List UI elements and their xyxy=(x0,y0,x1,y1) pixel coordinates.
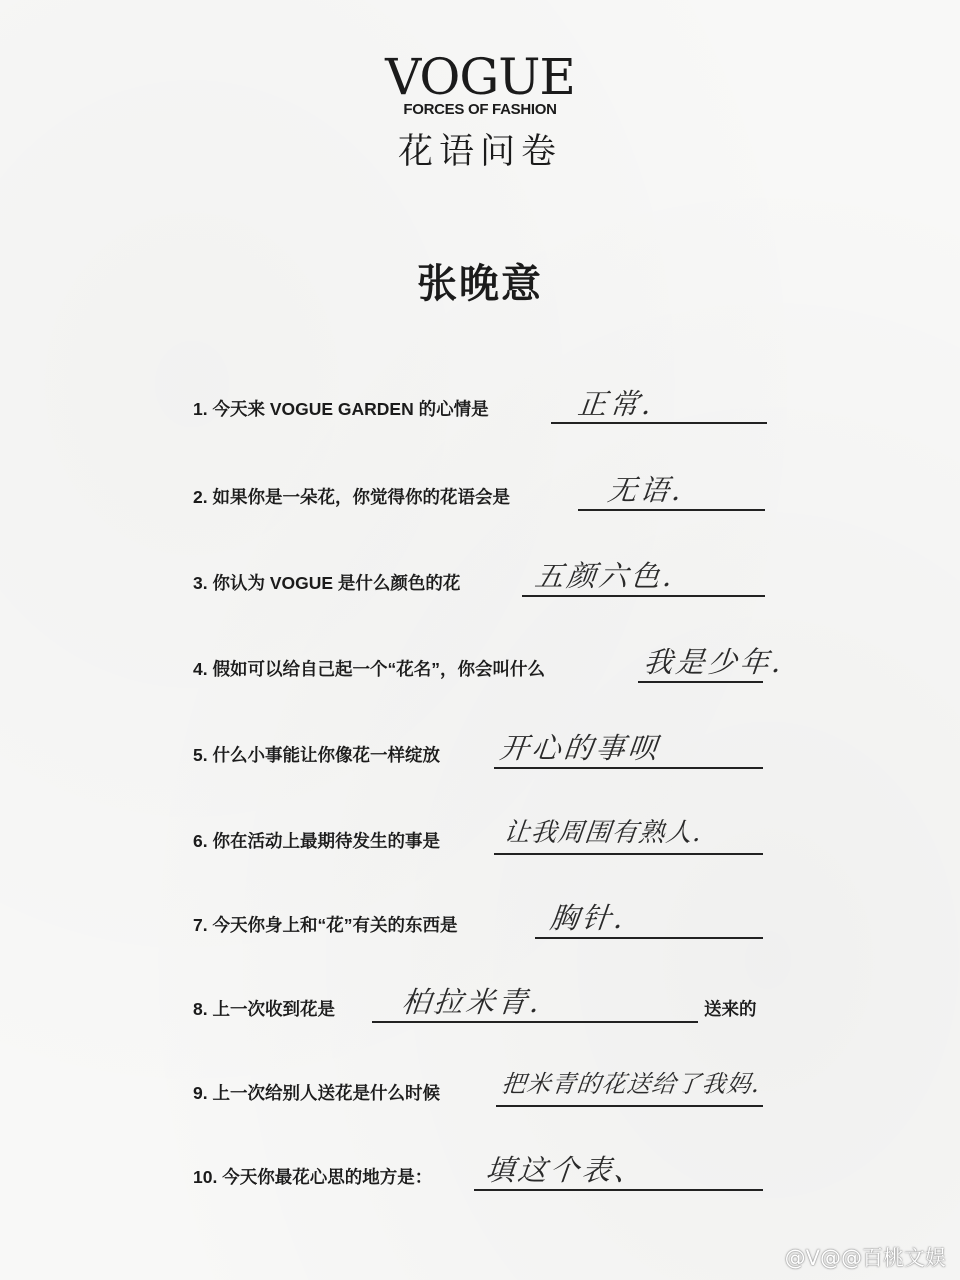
question-label: 9. 上一次给别人送花是什么时候 xyxy=(193,1083,440,1103)
question-label: 5. 什么小事能让你像花一样绽放 xyxy=(193,745,440,765)
questionnaire-title: 花语问卷 xyxy=(397,132,562,172)
answer-line xyxy=(372,1021,698,1023)
answer-line xyxy=(474,1189,763,1191)
question-label: 8. 上一次收到花是 xyxy=(193,999,335,1019)
question-8 xyxy=(0,985,960,1032)
answer-line xyxy=(535,937,763,939)
vogue-logo: VOGUE xyxy=(385,48,575,106)
question-7 xyxy=(0,901,960,948)
handwritten-answer: 无语. xyxy=(606,473,686,507)
handwritten-answer: 让我周围有熟人. xyxy=(502,818,704,848)
question-3 xyxy=(0,559,960,606)
question-suffix: 送来的 xyxy=(704,999,757,1019)
question-label: 4. 假如可以给自己起一个“花名”，你会叫什么 xyxy=(193,659,545,679)
answer-line xyxy=(496,1105,763,1107)
question-9 xyxy=(0,1070,960,1116)
handwritten-answer: 把米青的花送给了我妈. xyxy=(500,1070,762,1098)
question-label: 3. 你认为 VOGUE 是什么颜色的花 xyxy=(193,573,461,593)
question-6 xyxy=(0,818,960,864)
question-10 xyxy=(0,1153,960,1200)
respondent-name: 张晚意 xyxy=(417,260,543,307)
question-2 xyxy=(0,473,960,520)
question-1 xyxy=(0,387,960,432)
weibo-watermark: @V@@百桃文娱 xyxy=(784,1246,946,1270)
answer-line xyxy=(494,767,763,769)
answer-line xyxy=(551,422,767,424)
question-label: 1. 今天来 VOGUE GARDEN 的心情是 xyxy=(193,399,489,419)
handwritten-answer: 我是少年. xyxy=(642,645,786,679)
handwritten-answer: 五颜六色. xyxy=(533,559,677,593)
question-label: 6. 你在活动上最期待发生的事是 xyxy=(193,831,440,851)
handwritten-answer: 胸针. xyxy=(548,901,628,935)
handwritten-answer: 正常. xyxy=(576,387,656,421)
answer-line xyxy=(638,681,763,683)
answer-line xyxy=(578,509,765,511)
question-label: 2. 如果你是一朵花，你觉得你的花语会是 xyxy=(193,487,510,507)
answer-line xyxy=(522,595,765,597)
question-4 xyxy=(0,645,960,692)
handwritten-answer: 柏拉米青. xyxy=(400,985,544,1019)
answer-line xyxy=(494,853,763,855)
question-5 xyxy=(0,731,960,778)
handwritten-answer: 开心的事呗 xyxy=(498,731,662,765)
question-label: 7. 今天你身上和“花”有关的东西是 xyxy=(193,915,458,935)
tagline: FORCES OF FASHION xyxy=(403,101,557,118)
handwritten-answer: 填这个表、 xyxy=(484,1153,648,1187)
question-label: 10. 今天你最花心思的地方是： xyxy=(193,1167,433,1187)
